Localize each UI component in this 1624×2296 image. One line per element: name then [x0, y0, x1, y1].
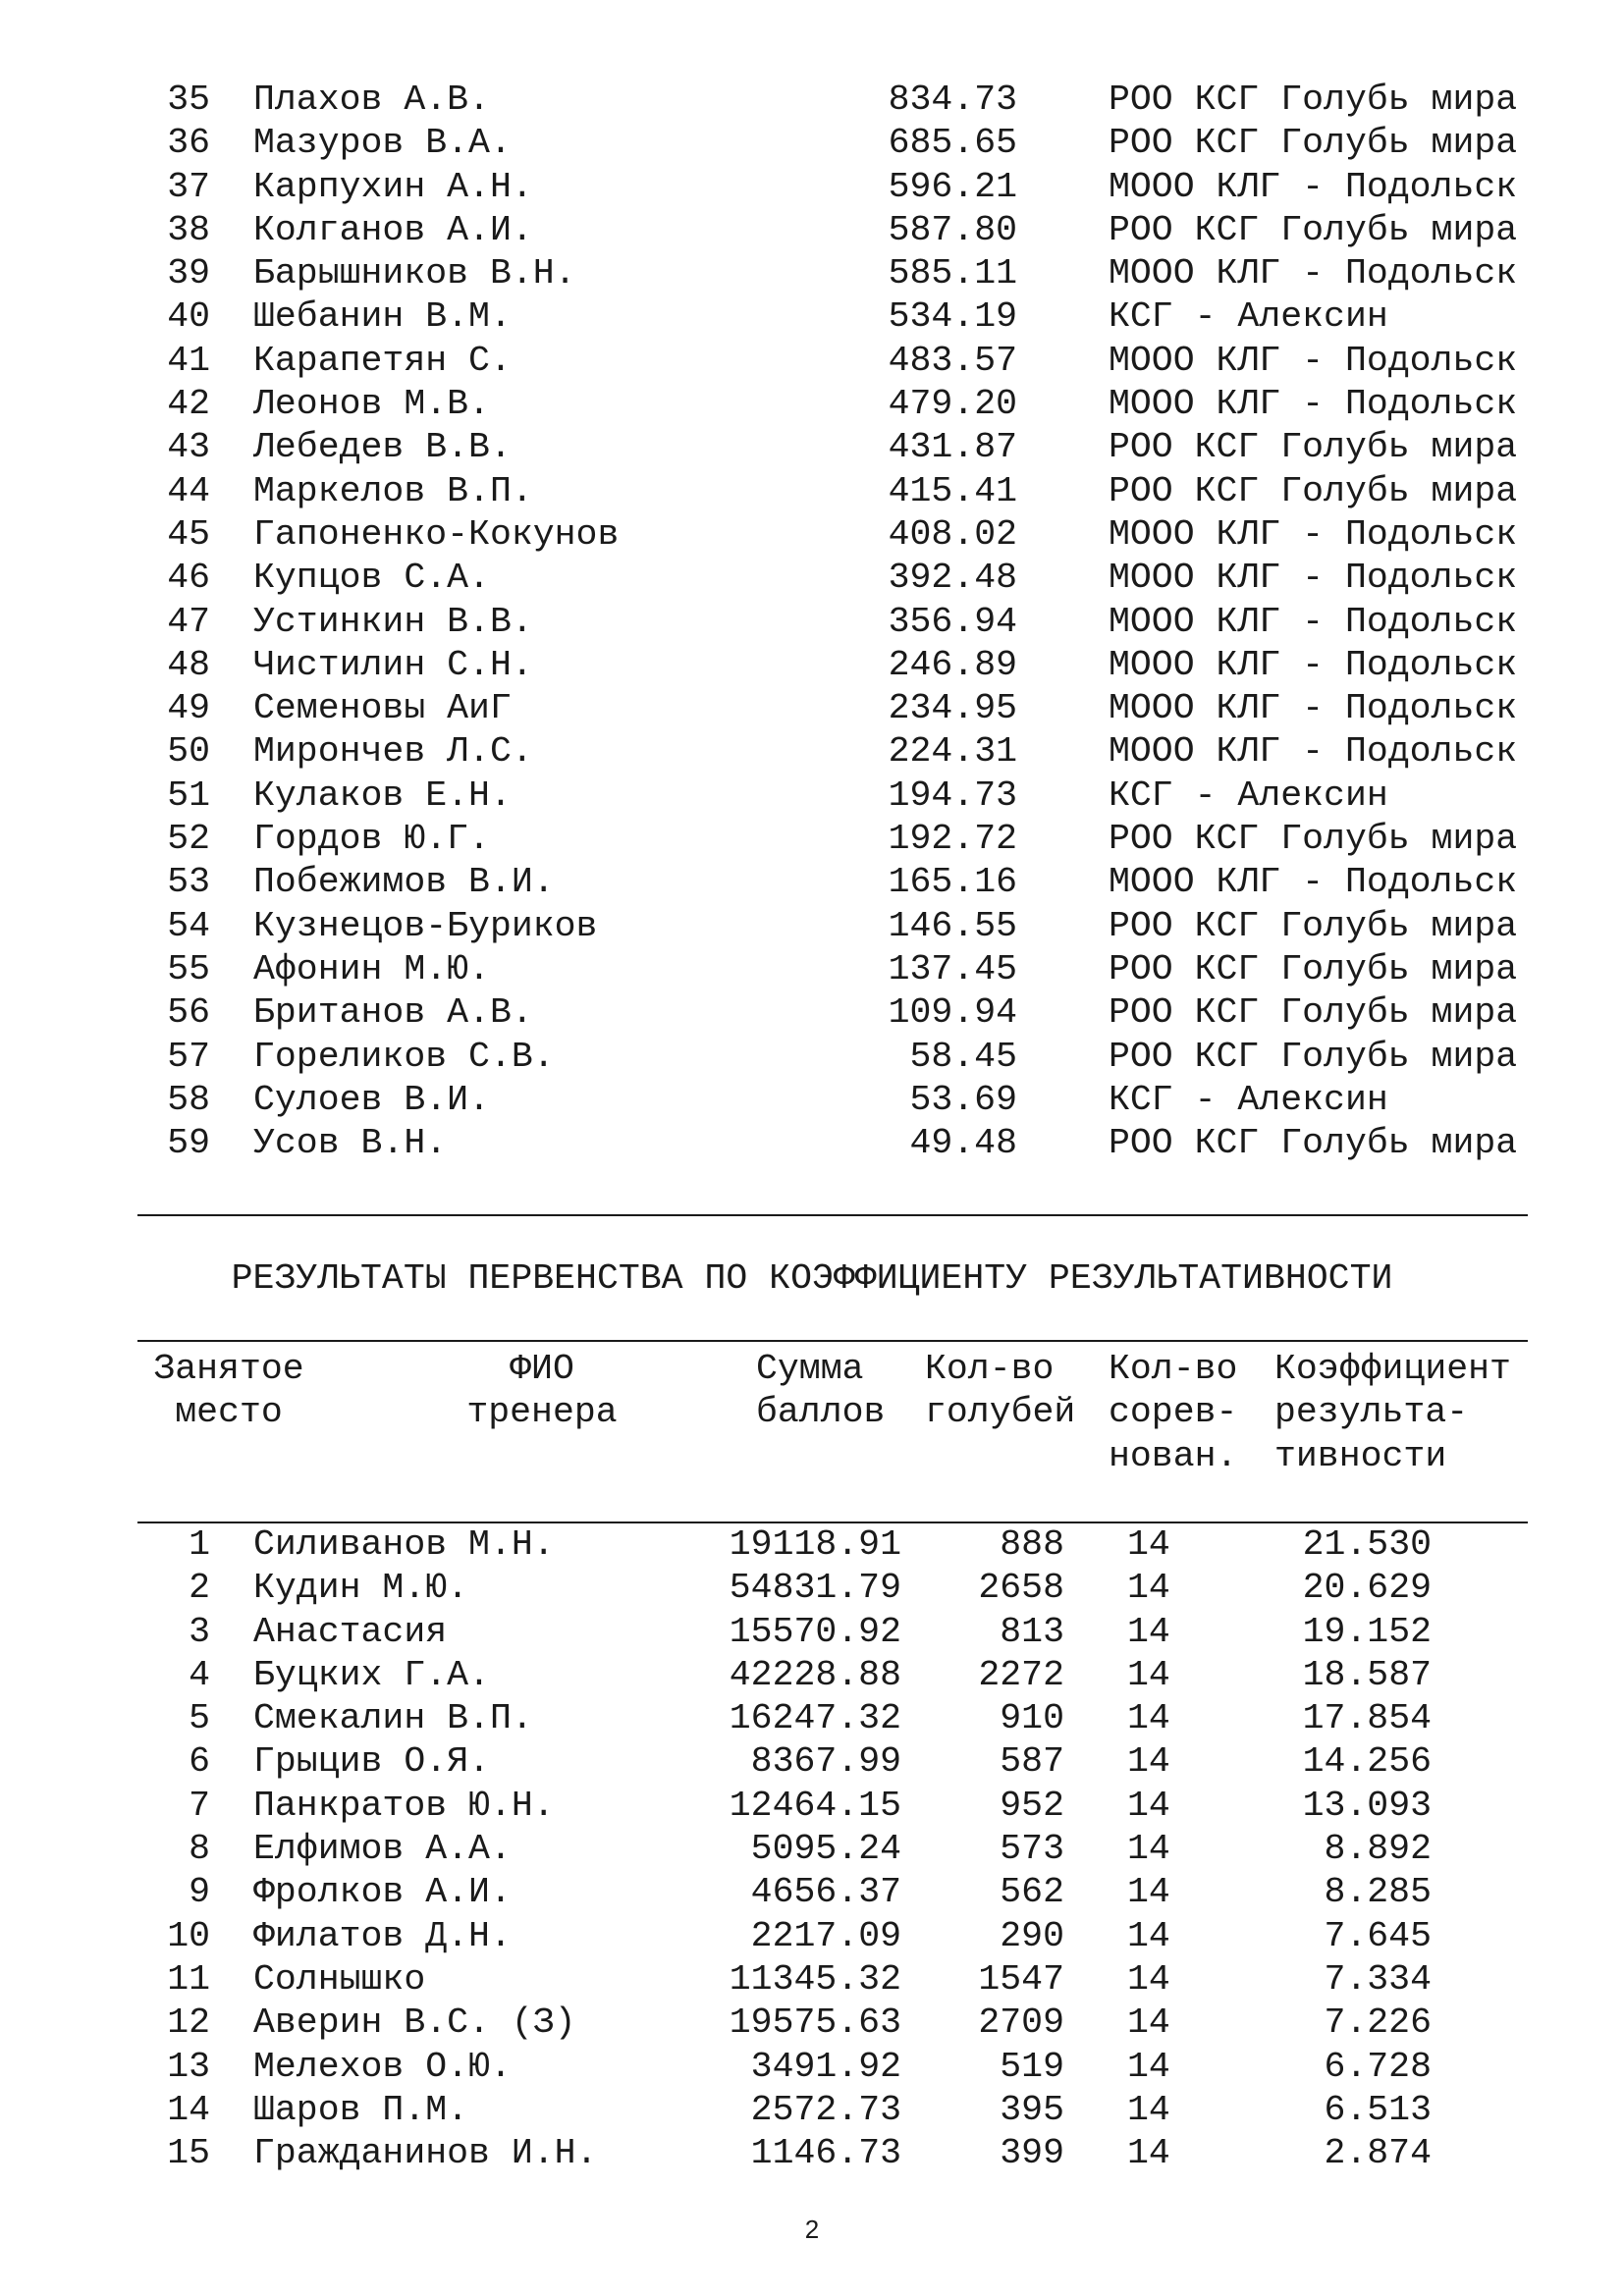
club: МООО КЛГ - Подольск: [1109, 253, 1518, 294]
pigeon-score-list: [0, 79, 1624, 1165]
coefficient: 13.093: [1302, 1785, 1432, 1826]
table-row: [0, 1611, 1624, 1654]
club: РОО КСГ Голубь мира: [1109, 209, 1518, 250]
rank: 59: [167, 1123, 210, 1164]
place: 10: [167, 1915, 210, 1956]
pigeon-count: 399: [1000, 2133, 1064, 2174]
rank: 54: [167, 905, 210, 946]
owner-name: Плахов А.В.: [253, 80, 490, 120]
table-row: [0, 1654, 1624, 1697]
list-item: [0, 730, 1624, 774]
list-item: [0, 991, 1624, 1035]
score: 587.80: [888, 209, 1017, 250]
list-item: [0, 601, 1624, 644]
club: РОО КСГ Голубь мира: [1109, 948, 1518, 989]
points-sum: 4656.37: [750, 1872, 901, 1913]
club: МООО КЛГ - Подольск: [1109, 688, 1518, 729]
coefficient: 18.587: [1302, 1654, 1432, 1695]
table-row: [0, 1958, 1624, 2002]
place: 6: [189, 1741, 210, 1783]
pigeon-count: 2709: [978, 2002, 1064, 2044]
score: 408.02: [888, 513, 1017, 555]
place: 11: [167, 1958, 210, 2000]
place: 5: [189, 1698, 210, 1739]
column-header-place: Занятое место: [153, 1349, 304, 1433]
club: МООО КЛГ - Подольск: [1109, 731, 1518, 773]
rank: 52: [167, 819, 210, 860]
pigeon-count: 2272: [978, 1654, 1064, 1695]
coefficient: 20.629: [1302, 1568, 1432, 1609]
score: 224.31: [888, 731, 1017, 773]
list-item: [0, 818, 1624, 861]
pigeon-count: 813: [1000, 1611, 1064, 1652]
owner-name: Мирончев Л.С.: [253, 731, 533, 773]
competition-count: 14: [1127, 2133, 1170, 2174]
score: 479.20: [888, 384, 1017, 425]
rank: 35: [167, 80, 210, 120]
place: 8: [189, 1829, 210, 1870]
club: РОО КСГ Голубь мира: [1109, 427, 1518, 468]
owner-name: Гордов Ю.Г.: [253, 819, 490, 860]
owner-name: Барышников В.Н.: [253, 253, 576, 294]
club: РОО КСГ Голубь мира: [1109, 819, 1518, 860]
list-item: [0, 1079, 1624, 1122]
owner-name: Купцов С.А.: [253, 558, 490, 599]
score: 534.19: [888, 296, 1017, 338]
owner-name: Карпухин А.Н.: [253, 166, 533, 207]
club: МООО КЛГ - Подольск: [1109, 384, 1518, 425]
column-header-sum: Сумма баллов: [756, 1349, 886, 1433]
rank: 39: [167, 253, 210, 294]
competition-count: 14: [1127, 1829, 1170, 1870]
score: 165.16: [888, 862, 1017, 903]
owner-name: Колганов А.И.: [253, 209, 533, 250]
score: 685.65: [888, 123, 1017, 164]
rank: 42: [167, 384, 210, 425]
trainer-name: Смекалин В.П.: [253, 1698, 533, 1739]
competition-count: 14: [1127, 1741, 1170, 1783]
competition-count: 14: [1127, 2046, 1170, 2087]
club: МООО КЛГ - Подольск: [1109, 601, 1518, 642]
pigeon-count: 2658: [978, 1568, 1064, 1609]
list-item: [0, 122, 1624, 165]
club: КСГ - Алексин: [1109, 1079, 1388, 1120]
trainer-name: Панкратов Ю.Н.: [253, 1785, 555, 1826]
competition-count: 14: [1127, 1568, 1170, 1609]
points-sum: 3491.92: [750, 2046, 901, 2087]
list-item: [0, 1122, 1624, 1165]
score: 392.48: [888, 558, 1017, 599]
place: 13: [167, 2046, 210, 2087]
competition-count: 14: [1127, 1872, 1170, 1913]
rank: 36: [167, 123, 210, 164]
owner-name: Маркелов В.П.: [253, 470, 533, 511]
table-row: [0, 1567, 1624, 1610]
coefficient: 7.226: [1324, 2002, 1432, 2044]
list-item: [0, 557, 1624, 600]
place: 12: [167, 2002, 210, 2044]
competition-count: 14: [1127, 1654, 1170, 1695]
table-row: [0, 2132, 1624, 2175]
section-title: РЕЗУЛЬТАТЫ ПЕРВЕНСТВА ПО КОЭФФИЦИЕНТУ РЕЗУЛЬТАТИВНОСТИ: [231, 1258, 1393, 1299]
rank: 43: [167, 427, 210, 468]
points-sum: 8367.99: [750, 1741, 901, 1783]
table-row: [0, 1740, 1624, 1784]
score: 356.94: [888, 601, 1017, 642]
coefficient: 6.513: [1324, 2089, 1432, 2130]
list-item: [0, 687, 1624, 730]
column-header-competitions: Кол-во сорев- нован.: [1109, 1349, 1238, 1476]
list-item: [0, 383, 1624, 426]
coefficient: 7.334: [1324, 1958, 1432, 2000]
list-item: [0, 252, 1624, 295]
score: 234.95: [888, 688, 1017, 729]
score: 192.72: [888, 819, 1017, 860]
table-row: [0, 2046, 1624, 2089]
score: 49.48: [909, 1123, 1017, 1164]
list-item: [0, 1036, 1624, 1079]
competition-count: 14: [1127, 1698, 1170, 1739]
owner-name: Леонов М.В.: [253, 384, 490, 425]
rank: 53: [167, 862, 210, 903]
list-item: [0, 774, 1624, 818]
points-sum: 16247.32: [729, 1698, 901, 1739]
rank: 57: [167, 1036, 210, 1077]
points-sum: 19575.63: [729, 2002, 901, 2044]
club: МООО КЛГ - Подольск: [1109, 862, 1518, 903]
score: 483.57: [888, 340, 1017, 381]
owner-name: Кулаков Е.Н.: [253, 774, 512, 816]
column-header-pigeons: Кол-во голубей: [925, 1349, 1076, 1433]
club: МООО КЛГ - Подольск: [1109, 558, 1518, 599]
divider: [137, 1214, 1528, 1216]
place: 3: [189, 1611, 210, 1652]
club: МООО КЛГ - Подольск: [1109, 340, 1518, 381]
trainer-name: Буцких Г.А.: [253, 1654, 490, 1695]
rank: 37: [167, 166, 210, 207]
points-sum: 19118.91: [729, 1524, 901, 1565]
club: РОО КСГ Голубь мира: [1109, 992, 1518, 1034]
coefficient: 19.152: [1302, 1611, 1432, 1652]
list-item: [0, 340, 1624, 383]
list-item: [0, 905, 1624, 948]
list-item: [0, 166, 1624, 209]
score: 58.45: [909, 1036, 1017, 1077]
club: МООО КЛГ - Подольск: [1109, 644, 1518, 685]
place: 9: [189, 1872, 210, 1913]
points-sum: 1146.73: [750, 2133, 901, 2174]
trainer-name: Анастасия: [253, 1611, 448, 1652]
rank: 38: [167, 209, 210, 250]
points-sum: 15570.92: [729, 1611, 901, 1652]
score: 585.11: [888, 253, 1017, 294]
list-item: [0, 470, 1624, 513]
pigeon-count: 888: [1000, 1524, 1064, 1565]
list-item: [0, 79, 1624, 122]
trainer-name: Филатов Д.Н.: [253, 1915, 512, 1956]
owner-name: Устинкин В.В.: [253, 601, 533, 642]
pigeon-count: 290: [1000, 1915, 1064, 1956]
owner-name: Гапоненко-Кокунов: [253, 513, 620, 555]
points-sum: 11345.32: [729, 1958, 901, 2000]
score: 431.87: [888, 427, 1017, 468]
coefficient: 7.645: [1324, 1915, 1432, 1956]
trainer-name: Мелехов О.Ю.: [253, 2046, 512, 2087]
coefficient: 6.728: [1324, 2046, 1432, 2087]
owner-name: Карапетян С.: [253, 340, 512, 381]
place: 14: [167, 2089, 210, 2130]
trainer-name: Солнышко: [253, 1958, 426, 2000]
pigeon-count: 519: [1000, 2046, 1064, 2087]
competition-count: 14: [1127, 2089, 1170, 2130]
points-sum: 2572.73: [750, 2089, 901, 2130]
pigeon-count: 395: [1000, 2089, 1064, 2130]
trainer-name: Фролков А.И.: [253, 1872, 512, 1913]
score: 415.41: [888, 470, 1017, 511]
rank: 51: [167, 774, 210, 816]
trainer-name: Силиванов М.Н.: [253, 1524, 555, 1565]
owner-name: Усов В.Н.: [253, 1123, 448, 1164]
place: 4: [189, 1654, 210, 1695]
score: 834.73: [888, 80, 1017, 120]
owner-name: Кузнецов-Буриков: [253, 905, 598, 946]
coefficient: 14.256: [1302, 1741, 1432, 1783]
score: 109.94: [888, 992, 1017, 1034]
table-row: [0, 1697, 1624, 1740]
table-row: [0, 2002, 1624, 2045]
owner-name: Мазуров В.А.: [253, 123, 512, 164]
rank: 44: [167, 470, 210, 511]
points-sum: 2217.09: [750, 1915, 901, 1956]
trainer-name: Кудин М.Ю.: [253, 1568, 469, 1609]
club: РОО КСГ Голубь мира: [1109, 1036, 1518, 1077]
club: РОО КСГ Голубь мира: [1109, 80, 1518, 120]
place: 1: [189, 1524, 210, 1565]
score: 194.73: [888, 774, 1017, 816]
trainer-name: Аверин В.С. (З): [253, 2002, 576, 2044]
list-item: [0, 513, 1624, 557]
owner-name: Гореликов С.В.: [253, 1036, 555, 1077]
rank: 55: [167, 948, 210, 989]
table-row: [0, 1523, 1624, 1567]
table-row: [0, 1871, 1624, 1914]
pigeon-count: 1547: [978, 1958, 1064, 2000]
club: КСГ - Алексин: [1109, 774, 1388, 816]
score: 246.89: [888, 644, 1017, 685]
competition-count: 14: [1127, 1915, 1170, 1956]
divider: [137, 1340, 1528, 1342]
table-row: [0, 2089, 1624, 2132]
table-row: [0, 1915, 1624, 1958]
table-row: [0, 1828, 1624, 1871]
rank: 41: [167, 340, 210, 381]
place: 7: [189, 1785, 210, 1826]
club: КСГ - Алексин: [1109, 296, 1388, 338]
club: РОО КСГ Голубь мира: [1109, 905, 1518, 946]
score: 596.21: [888, 166, 1017, 207]
list-item: [0, 644, 1624, 687]
table-row: [0, 1785, 1624, 1828]
club: РОО КСГ Голубь мира: [1109, 123, 1518, 164]
rank: 58: [167, 1079, 210, 1120]
competition-count: 14: [1127, 1524, 1170, 1565]
list-item: [0, 861, 1624, 904]
coefficient: 8.892: [1324, 1829, 1432, 1870]
rank: 45: [167, 513, 210, 555]
trainer-name: Гражданинов И.Н.: [253, 2133, 598, 2174]
competition-count: 14: [1127, 1611, 1170, 1652]
rank: 46: [167, 558, 210, 599]
pigeon-count: 573: [1000, 1829, 1064, 1870]
page-number: 2: [804, 2215, 820, 2244]
results-table: [0, 1523, 1624, 2175]
owner-name: Чистилин С.Н.: [253, 644, 533, 685]
place: 2: [189, 1568, 210, 1609]
points-sum: 5095.24: [750, 1829, 901, 1870]
points-sum: 54831.79: [729, 1568, 901, 1609]
points-sum: 42228.88: [729, 1654, 901, 1695]
rank: 47: [167, 601, 210, 642]
coefficient: 21.530: [1302, 1524, 1432, 1565]
column-header-name: ФИО тренера: [466, 1349, 618, 1433]
competition-count: 14: [1127, 1785, 1170, 1826]
pigeon-count: 562: [1000, 1872, 1064, 1913]
competition-count: 14: [1127, 2002, 1170, 2044]
trainer-name: Шаров П.М.: [253, 2089, 469, 2130]
points-sum: 12464.15: [729, 1785, 901, 1826]
pigeon-count: 910: [1000, 1698, 1064, 1739]
rank: 50: [167, 731, 210, 773]
pigeon-count: 952: [1000, 1785, 1064, 1826]
coefficient: 17.854: [1302, 1698, 1432, 1739]
club: РОО КСГ Голубь мира: [1109, 470, 1518, 511]
club: МООО КЛГ - Подольск: [1109, 513, 1518, 555]
pigeon-count: 587: [1000, 1741, 1064, 1783]
score: 137.45: [888, 948, 1017, 989]
coefficient: 2.874: [1324, 2133, 1432, 2174]
place: 15: [167, 2133, 210, 2174]
column-header-coefficient: Коэффициент результа- тивности: [1274, 1349, 1511, 1476]
owner-name: Лебедев В.В.: [253, 427, 512, 468]
owner-name: Шебанин В.М.: [253, 296, 512, 338]
trainer-name: Грыцив О.Я.: [253, 1741, 490, 1783]
list-item: [0, 209, 1624, 252]
list-item: [0, 948, 1624, 991]
trainer-name: Елфимов А.А.: [253, 1829, 512, 1870]
score: 53.69: [909, 1079, 1017, 1120]
score: 146.55: [888, 905, 1017, 946]
rank: 40: [167, 296, 210, 338]
owner-name: Сулоев В.И.: [253, 1079, 490, 1120]
owner-name: Семеновы АиГ: [253, 688, 512, 729]
list-item: [0, 426, 1624, 469]
rank: 49: [167, 688, 210, 729]
coefficient: 8.285: [1324, 1872, 1432, 1913]
club: РОО КСГ Голубь мира: [1109, 1123, 1518, 1164]
club: МООО КЛГ - Подольск: [1109, 166, 1518, 207]
rank: 48: [167, 644, 210, 685]
list-item: [0, 295, 1624, 339]
owner-name: Побежимов В.И.: [253, 862, 555, 903]
owner-name: Британов А.В.: [253, 992, 533, 1034]
owner-name: Афонин М.Ю.: [253, 948, 490, 989]
competition-count: 14: [1127, 1958, 1170, 2000]
rank: 56: [167, 992, 210, 1034]
